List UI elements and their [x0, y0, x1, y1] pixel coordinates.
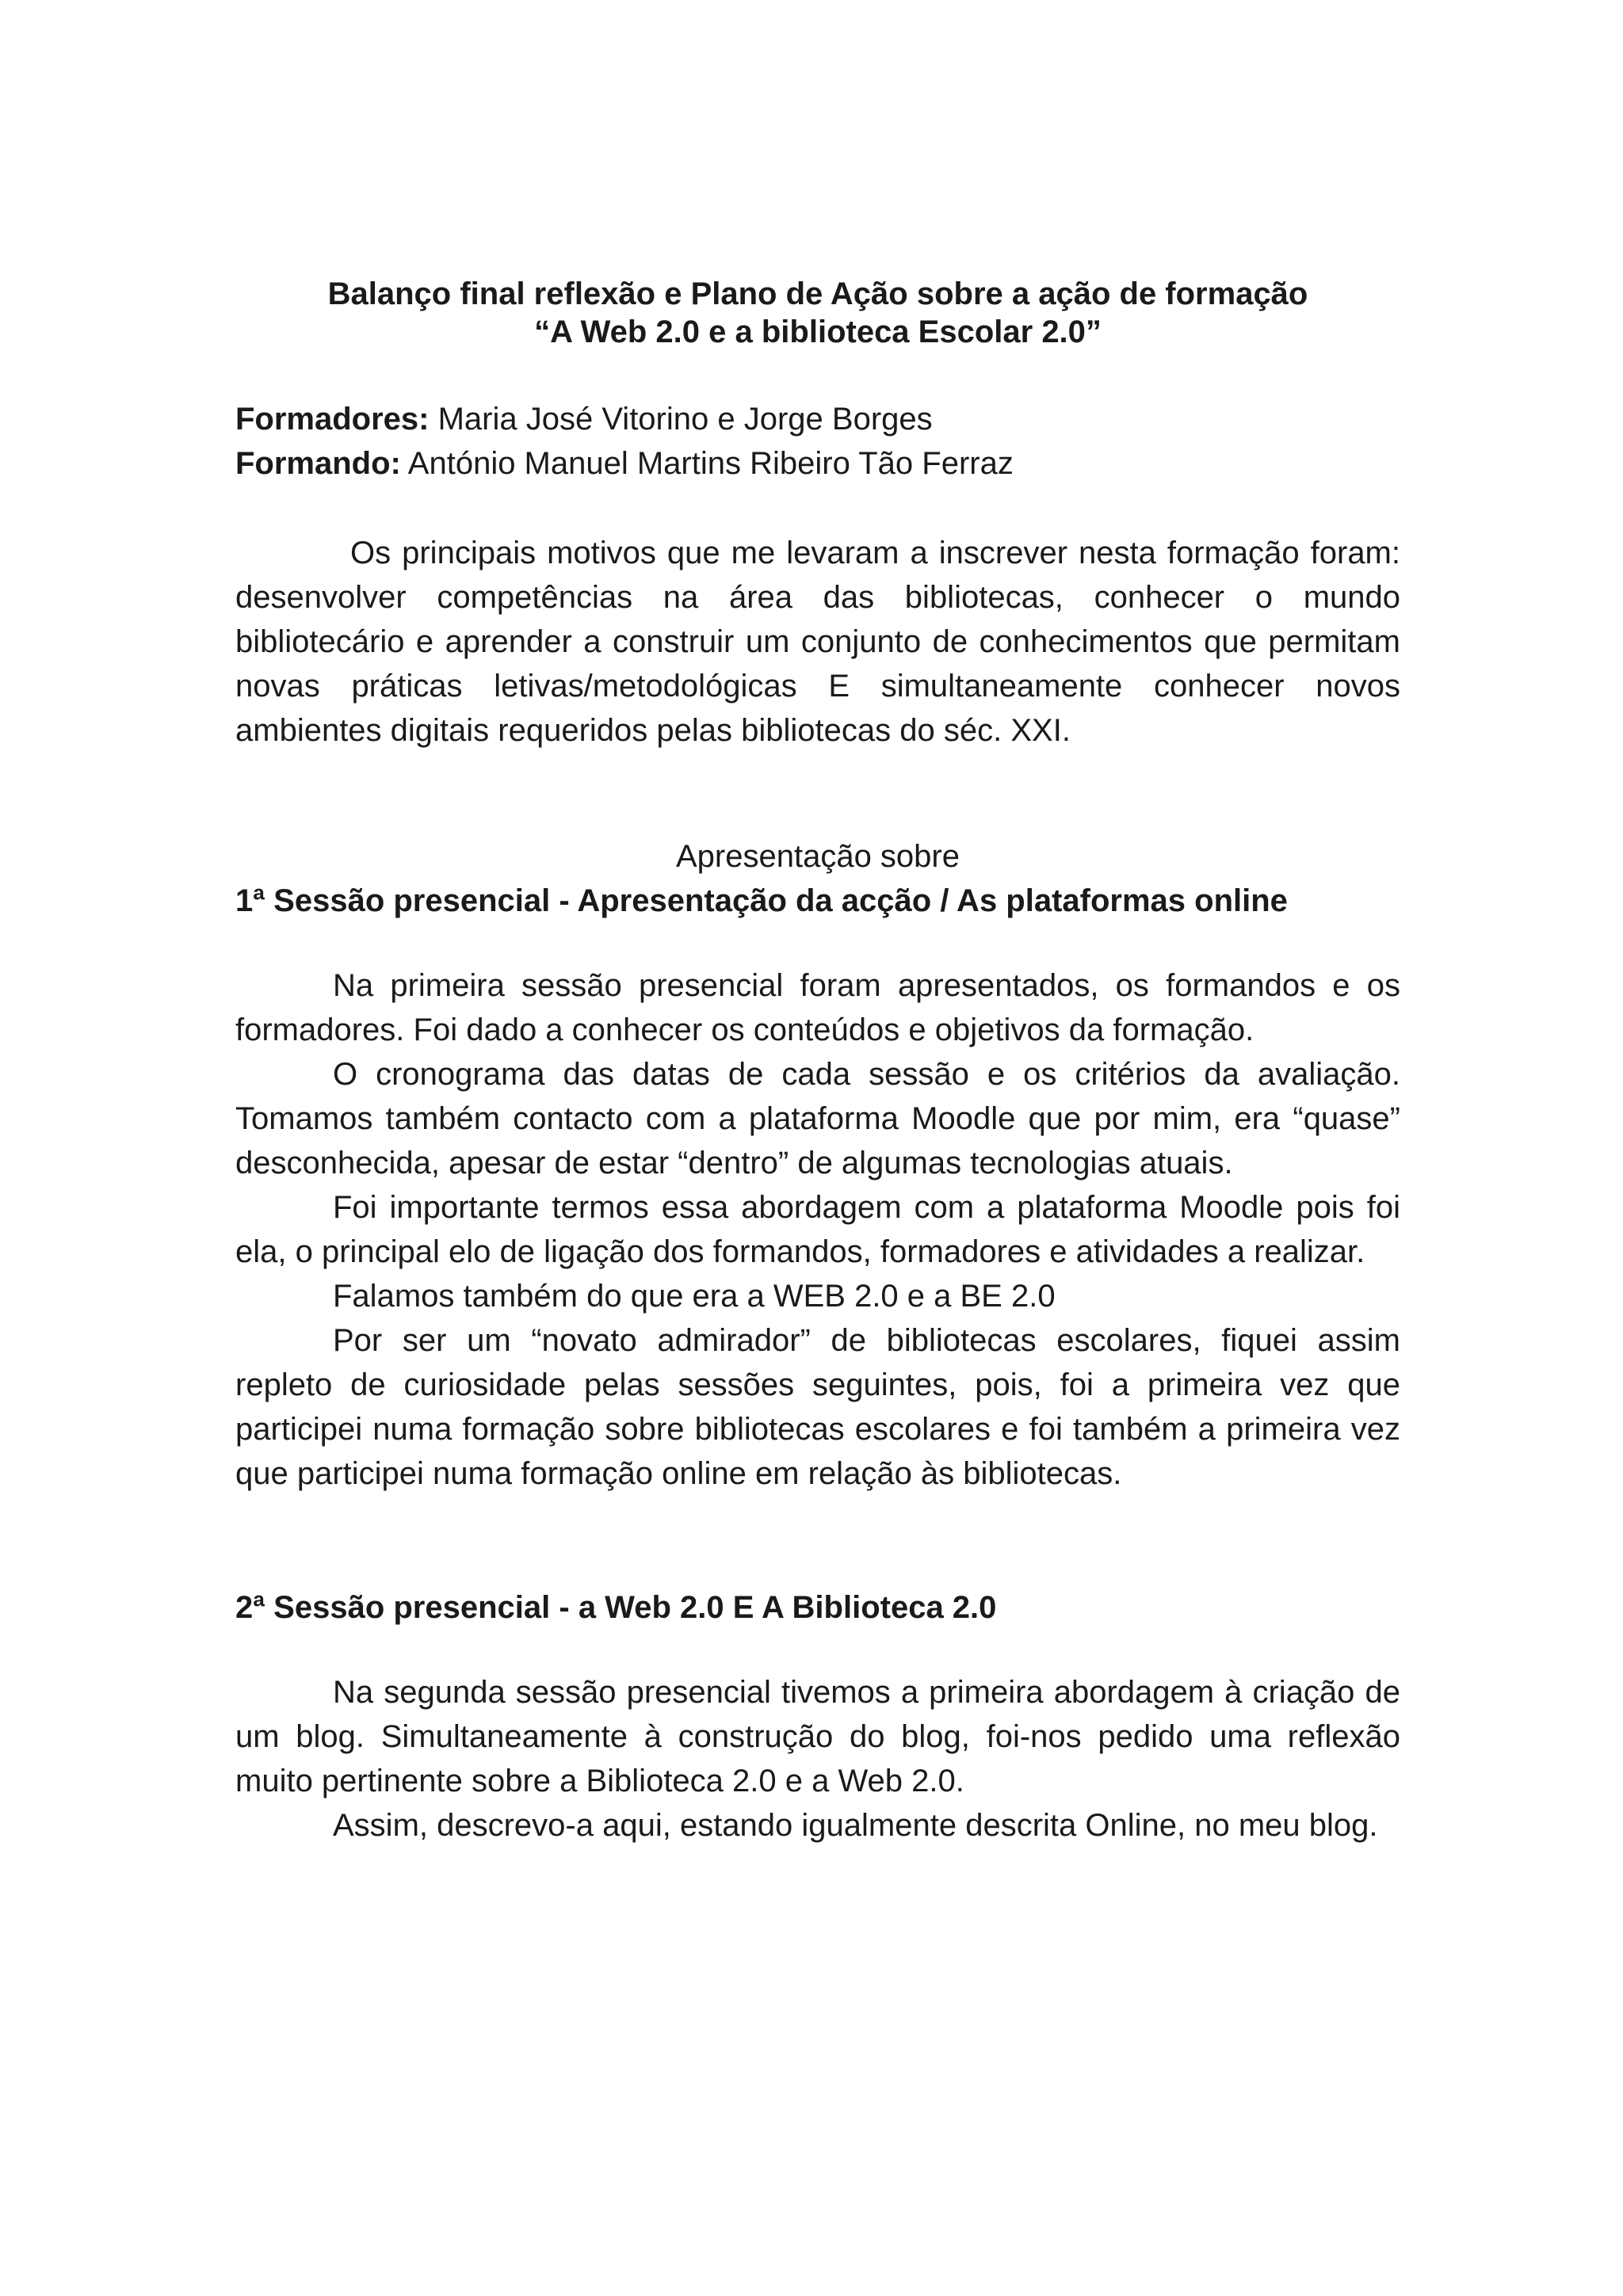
section-1-paragraph: Falamos também do que era a WEB 2.0 e a BE 2.0 — [333, 1279, 1056, 1314]
document-title — [235, 275, 1400, 351]
title-line-2: “A Web 2.0 e a biblioteca Escolar 2.0” — [534, 315, 1102, 349]
section-1-subtitle: Apresentação sobre — [675, 839, 960, 874]
section-1-heading: 1ª Sessão presencial - Apresentação da acção / As plataformas online — [235, 883, 1288, 918]
trainers-line — [235, 397, 1400, 441]
intro-paragraph: Os principais motivos que me levaram a inscrever nesta formação foram: desenvolver competências na área das bibliotecas, conhecer o mundo bibliotecário e aprender a construir um conjunto de conhecimentos que permitam novas práticas letivas/metodológicas E simultaneamente conhecer novos ambientes digitais requeridos pelas bibliotecas do séc. XXI. — [235, 536, 1400, 748]
title-line-1: Balanço final reflexão e Plano de Ação sobre a ação de formação — [327, 277, 1308, 311]
section-2-paragraph: Na segunda sessão presencial tivemos a primeira abordagem à criação de um blog. Simultaneamente à construção do blog, foi-nos pedido uma reflexão muito pertinente sobre a Biblioteca 2.0 e a Web 2.0. — [235, 1675, 1400, 1798]
trainee-value: António Manuel Martins Ribeiro Tão Ferraz — [400, 446, 1014, 481]
section-1-paragraph: Na primeira sessão presencial foram apresentados, os formandos e os formadores. Foi dado a conhecer os conteúdos e objetivos da formação. — [235, 968, 1400, 1047]
trainers-value: Maria José Vitorino e Jorge Borges — [429, 402, 933, 437]
section-1-paragraph: Foi importante termos essa abordagem com a plataforma Moodle pois foi ela, o principal elo de ligação dos formandos, formadores e atividades a realizar. — [235, 1190, 1400, 1269]
document-body — [235, 275, 1400, 1848]
section-1-paragraph: O cronograma das datas de cada sessão e os critérios da avaliação. Tomamos também contacto com a plataforma Moodle que por mim, era “quase” desconhecida, apesar de estar “dentro” de algumas tecnologias atuais. — [235, 1057, 1400, 1180]
trainee-label: Formando: — [235, 446, 401, 481]
course-credits — [235, 397, 1400, 486]
section-2-heading: 2ª Sessão presencial - a Web 2.0 E A Biblioteca 2.0 — [235, 1590, 997, 1625]
trainers-label: Formadores: — [235, 402, 430, 437]
section-1-paragraph: Por ser um “novato admirador” de bibliotecas escolares, fiquei assim repleto de curiosidade pelas sessões seguintes, pois, foi a primeira vez que participei numa formação sobre bibliotecas escolares e foi também a primeira vez que participei numa formação online em relação às bibliotecas. — [235, 1323, 1400, 1491]
trainee-line — [235, 441, 1400, 486]
section-2-paragraph: Assim, descrevo-a aqui, estando igualmente descrita Online, no meu blog. — [333, 1808, 1378, 1843]
